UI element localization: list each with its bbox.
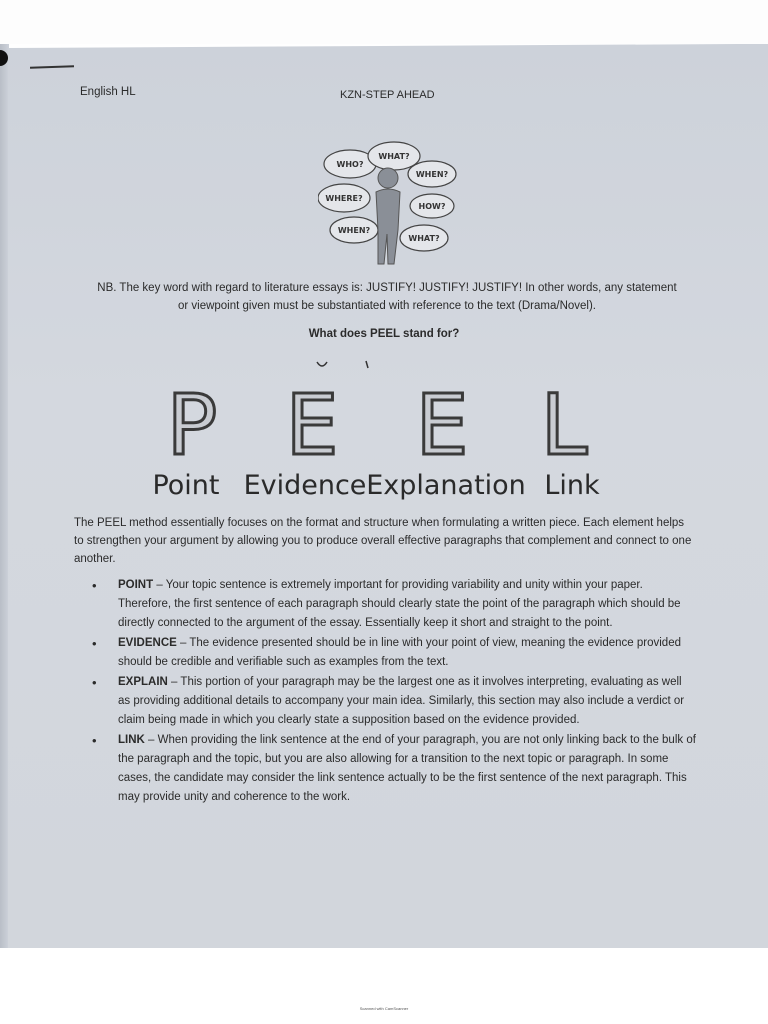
peel-word-link: Link — [544, 470, 600, 501]
cloud-label-7: WHAT? — [408, 234, 440, 243]
cloud-label-1: WHO? — [336, 160, 364, 169]
bullet-text: – When providing the link sentence at the end of your paragraph, you are not only linking back to the bulk of the paragraph and the topic, but you are also allowing for a transition to the next topic or paragraph. In some cases, the candidate may consider the link sentence actually to be the first sentence of the next paragraph. This may provide unity and coherence to the work. — [118, 734, 696, 803]
bullet-point — [84, 576, 696, 633]
bullet-dot: • — [92, 636, 97, 651]
peel-word-point: Point — [152, 470, 220, 501]
peel-letter-e2: E — [415, 376, 469, 474]
figure-head — [378, 168, 398, 188]
bullet-evidence — [84, 634, 696, 672]
bullet-dot: • — [92, 733, 97, 748]
bullet-text: – Your topic sentence is extremely important for providing variability and unity within your paper. Therefore, the first sentence of each paragraph should clearly state the point of the paragraph which should be directly connected to the argument of the essay. Essentially keep it short and straight to the point. — [118, 579, 681, 629]
bullet-text: – The evidence presented should be in line with your point of view, meaning the evidence provided should be credible and verifiable such as examples from the text. — [118, 637, 681, 668]
bullet-dot: • — [92, 578, 97, 593]
cloud-label-3: WHEN? — [415, 170, 449, 179]
peel-illustration — [140, 356, 640, 506]
cloud-label-4: WHERE? — [325, 194, 363, 203]
peel-question: What does PEEL stand for? — [308, 328, 460, 340]
program-title: KZN-STEP AHEAD — [340, 89, 435, 101]
peel-word-explanation: Explanation — [366, 470, 526, 501]
scan-bottom-margin — [0, 948, 768, 1024]
bullet-term: LINK — [118, 734, 145, 746]
bullet-term: EVIDENCE — [118, 637, 177, 649]
cloud-label-6: WHEN? — [337, 226, 371, 235]
intro-paragraph: The PEEL method essentially focuses on the format and structure when formulating a written piece. Each element helps to strengthen your argument by allowing you to produce overall effective paragraphs that complement and connect to one another. — [74, 517, 692, 565]
peel-letter-e1: E — [285, 376, 339, 474]
nb-note: NB. The key word with regard to literature essays is: JUSTIFY! JUSTIFY! JUSTIFY! In other words, any statement or viewpoint given must be substantiated with reference to the text (Drama/Novel). — [97, 282, 677, 312]
scan-top-margin — [0, 0, 768, 44]
bullet-term: POINT — [118, 579, 154, 591]
accent-mark-1 — [317, 362, 327, 366]
questions-thinker-graphic — [318, 138, 458, 268]
bullet-dot: • — [92, 675, 97, 690]
page-left-shadow — [0, 44, 9, 948]
peel-word-evidence: Evidence — [243, 470, 367, 501]
subject-label: English HL — [80, 86, 136, 98]
scan-credit: Scanned with CamScanner — [359, 1006, 409, 1011]
cloud-label-5: HOW? — [418, 202, 446, 211]
peel-letter-p: P — [166, 376, 218, 474]
peel-letter-l: L — [540, 376, 588, 474]
figure-body — [376, 189, 400, 264]
bullet-text: – This portion of your paragraph may be the largest one as it involves interpreting, evaluating as well as providing additional details to accompany your main idea. Similarly, this section may also include a verdict or claim being made in which you clearly state a supposition based on the evidence provided. — [118, 676, 685, 726]
bullet-explain — [84, 673, 696, 730]
bullet-term: EXPLAIN — [118, 676, 168, 688]
bullet-link — [84, 731, 696, 807]
accent-mark-2 — [366, 361, 368, 368]
cloud-label-2: WHAT? — [378, 152, 410, 161]
peel-bullet-list — [84, 576, 696, 808]
